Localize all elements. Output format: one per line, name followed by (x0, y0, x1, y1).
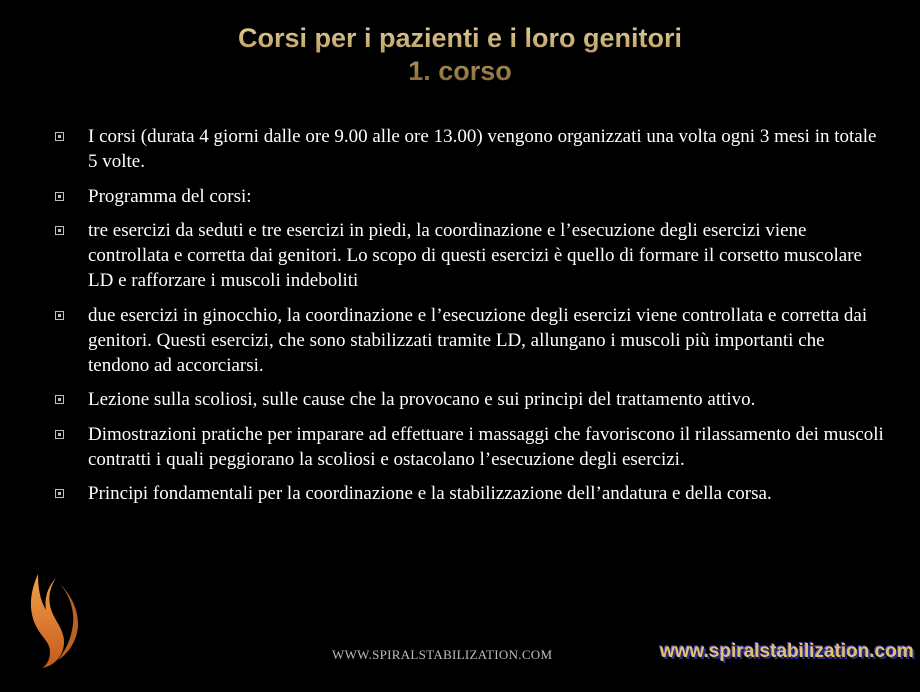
list-item (55, 184, 885, 209)
slide-title-line1: Corsi per i pazienti e i loro genitori (237, 23, 683, 53)
list-item (55, 422, 885, 472)
list-item (55, 387, 885, 412)
slide-title-line2: 1. corso (408, 56, 512, 86)
bullet-text: Principi fondamentali per la coordinazione e la stabilizzazione dell’andatura e della corsa. (88, 483, 772, 504)
bullet-text: Programma del corsi: (88, 185, 252, 207)
square-bullet-icon (55, 132, 64, 141)
bullet-text: Lezione sulla scoliosi, sulle cause che la provocano e sui principi del trattamento attivo. (88, 389, 756, 410)
square-bullet-icon (55, 226, 64, 235)
bullet-text: due esercizi in ginocchio, la coordinazione e l’esecuzione degli esercizi viene controllata e corretta dai genitori. Questi esercizi, che sono stabilizzati tramite LD, allungano i muscoli più importanti che tendono ad accorciarsi. (88, 304, 868, 376)
footer-website-logo: www.spiralstabilization.com (660, 641, 914, 662)
bullet-text: Dimostrazioni pratiche per imparare ad effettuare i massaggi che favoriscono il rilassamento dei muscoli contratti i quali peggiorano la scoliosi e ostacolano l’esecuzione degli esercizi. (88, 423, 884, 470)
square-bullet-icon (55, 192, 64, 201)
bullet-text: tre esercizi da seduti e tre esercizi in piedi, la coordinazione e l’esecuzione degli esercizi viene controllata e corretta dai genitori. Lo scopo di questi esercizi è quello di formare il corsetto muscolare LD e rafforzare i muscoli indeboliti (88, 220, 862, 291)
square-bullet-icon (55, 311, 64, 320)
list-item (55, 303, 885, 378)
square-bullet-icon (55, 395, 64, 404)
square-bullet-icon (55, 489, 64, 498)
bullet-text: I corsi (durata 4 giorni dalle ore 9.00 alle ore 13.00) vengono organizzati una volta ogni 3 mesi in totale 5 volte. (88, 126, 877, 172)
list-item (55, 481, 885, 506)
footer-website-text: WWW.SPIRALSTABILIZATION.COM (332, 647, 553, 662)
slide-title (0, 22, 920, 88)
list-item (55, 218, 885, 293)
bullet-list (55, 124, 885, 516)
list-item (55, 124, 885, 174)
square-bullet-icon (55, 430, 64, 439)
spiral-flame-logo-icon (20, 570, 82, 670)
